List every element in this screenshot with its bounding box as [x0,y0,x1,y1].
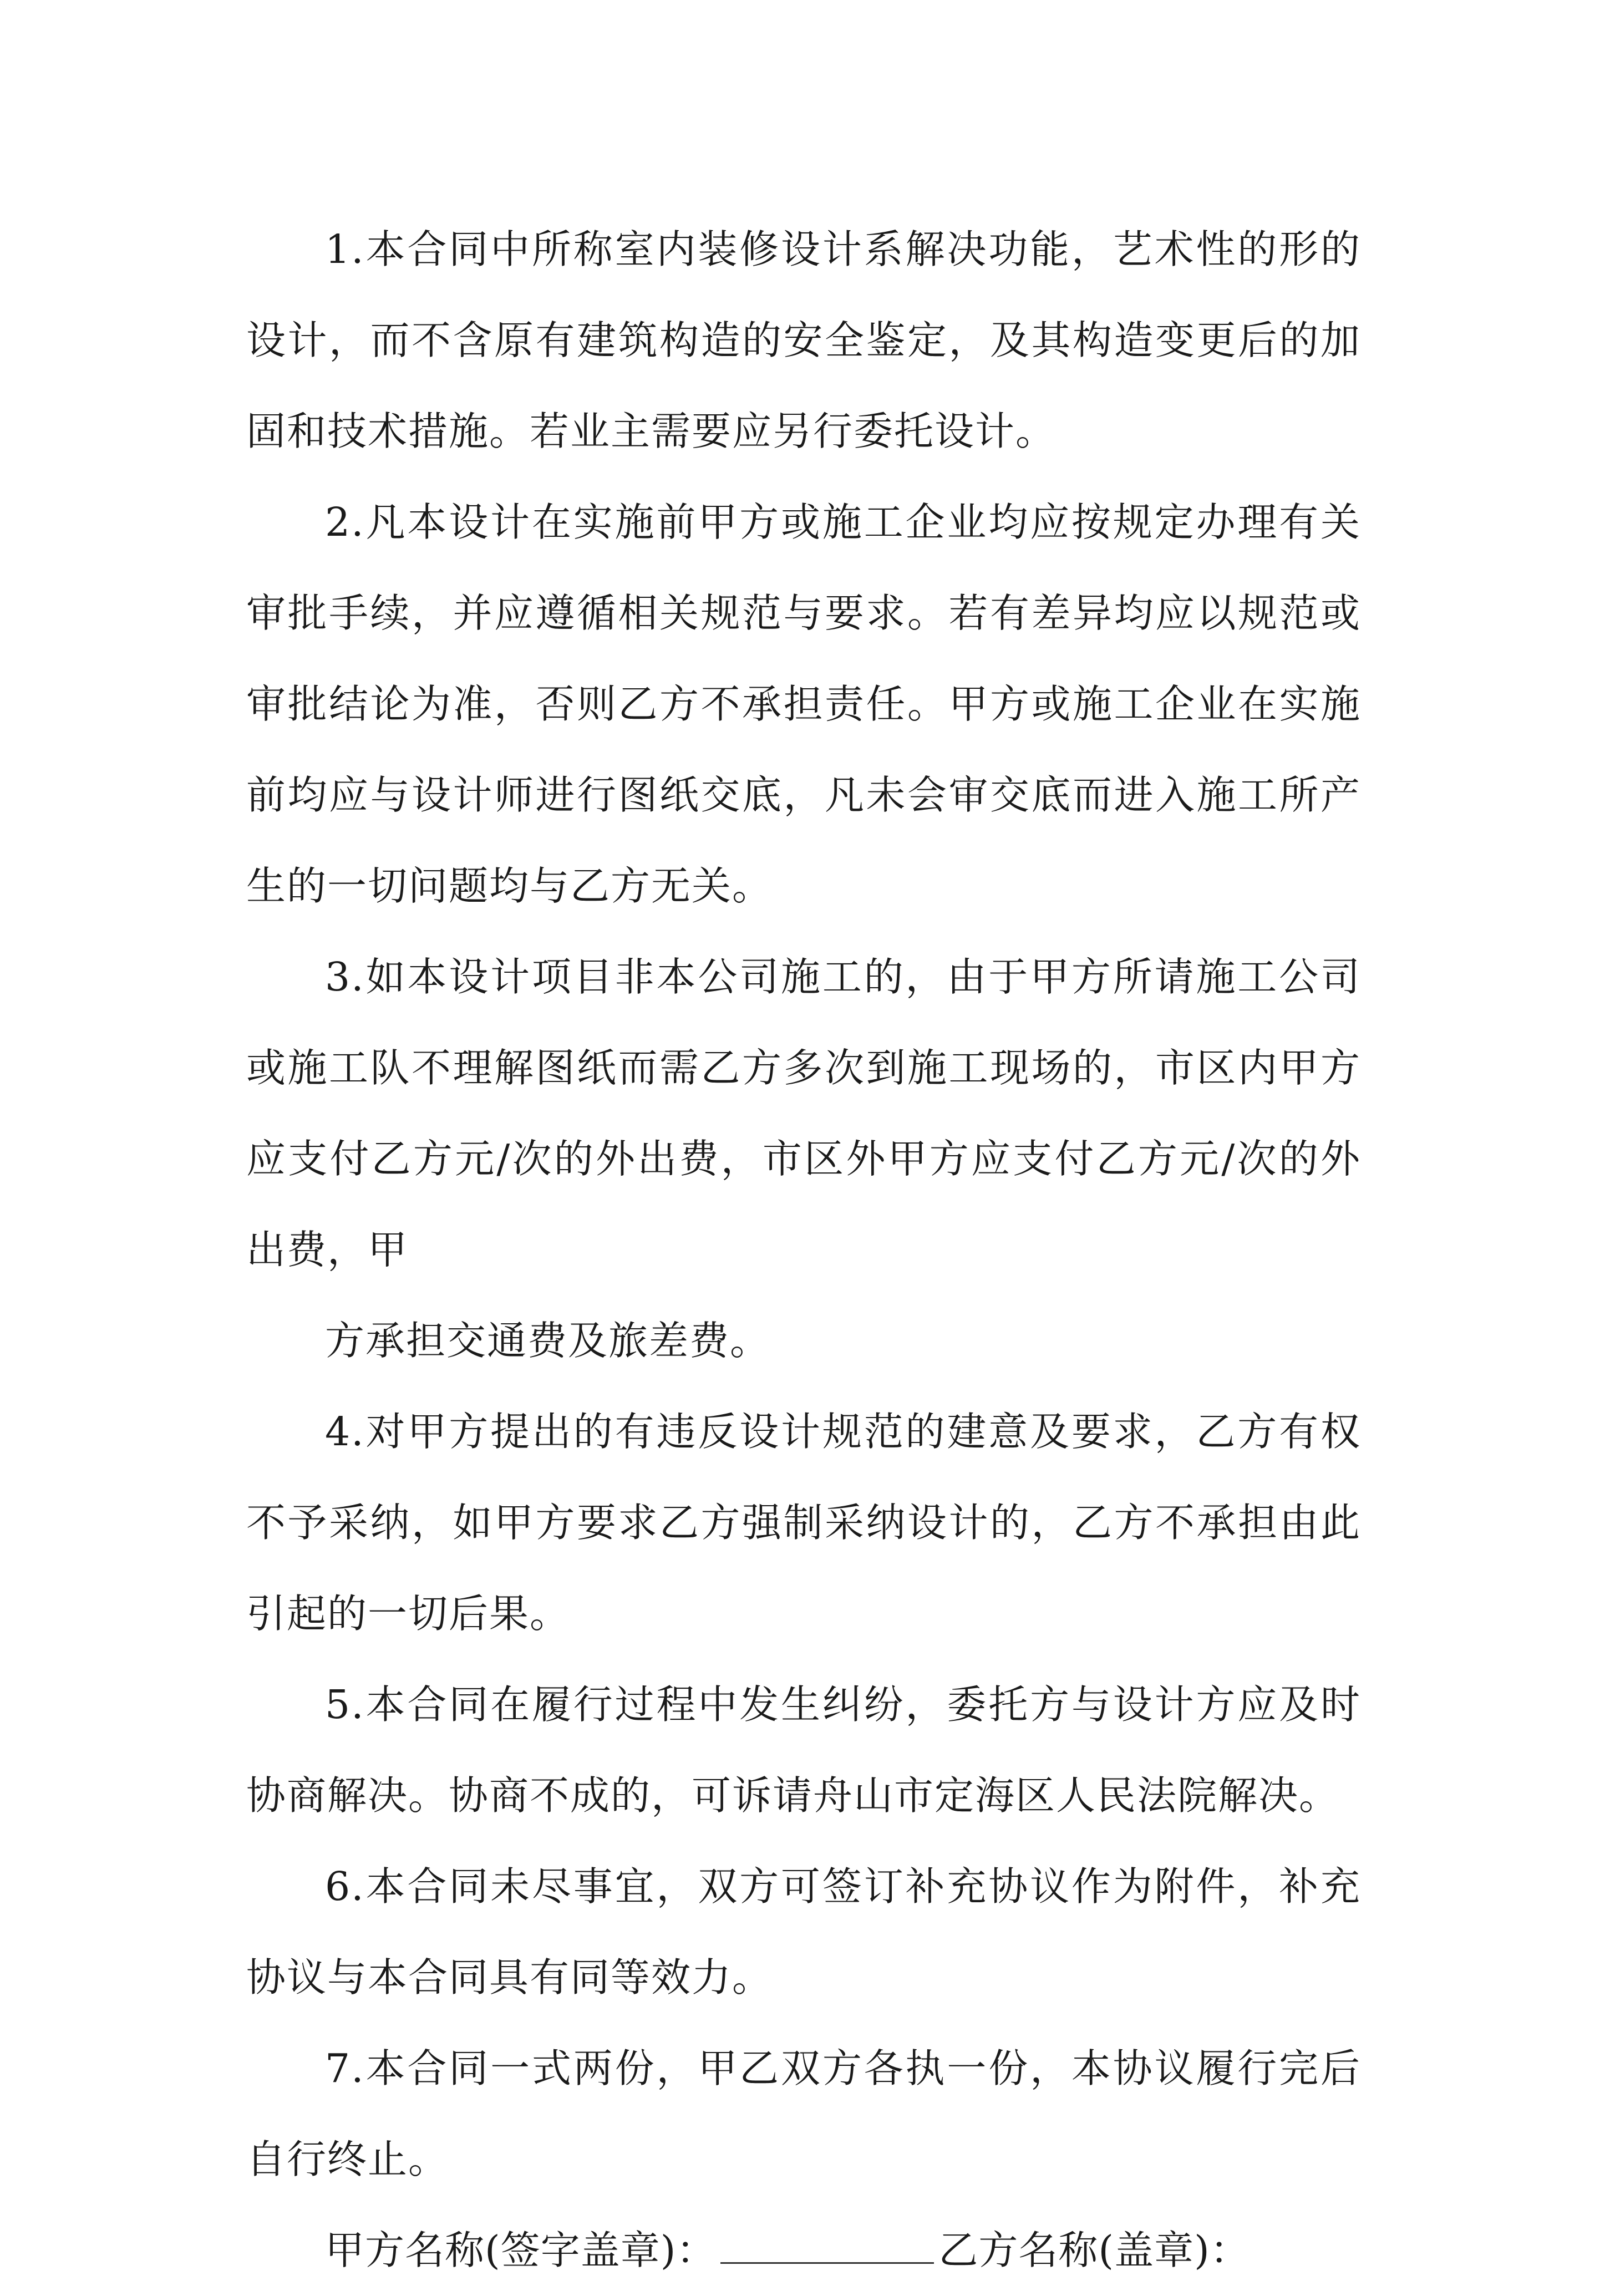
contract-body [246,204,1361,2296]
party-b-signature-label: 乙方名称(盖章)： [938,2227,1250,2273]
clause-7: 7.本合同一式两份，甲乙双方各执一份，本协议履行完后自行终止。 [246,2045,1361,2182]
signature-line [246,2205,1361,2296]
clause-4: 4.对甲方提出的有违反设计规范的建意及要求，乙方有权不予采纳，如甲方要求乙方强制采纳设计的，乙方不承担由此引起的一切后果。 [246,1409,1361,1637]
clause-5: 5.本合同在履行过程中发生纠纷，委托方与设计方应及时协商解决。协商不成的，可诉请舟山市定海区人民法院解决。 [246,1682,1361,1818]
clause-3-continuation: 方承担交通费及旅差费。 [325,1318,771,1364]
clause-3: 3.如本设计项目非本公司施工的，由于甲方所请施工公司或施工队不理解图纸而需乙方多次到施工现场的，市区内甲方应支付乙方元/次的外出费，市区外甲方应支付乙方元/次的外出费，甲 [246,954,1361,1273]
party-a-signature-label: 甲方名称(签字盖章)： [325,2227,717,2273]
clause-1: 1.本合同中所称室内装修设计系解决功能，艺术性的形的设计，而不含原有建筑构造的安全鉴定，及其构造变更后的加固和技术措施。若业主需要应另行委托设计。 [246,226,1361,454]
clause-2: 2.凡本设计在实施前甲方或施工企业均应按规定办理有关审批手续，并应遵循相关规范与要求。若有差异均应以规范或审批结论为准，否则乙方不承担责任。甲方或施工企业在实施前均应与设计师进行图纸交底，凡未会审交底而进入施工所产生的一切问题均与乙方无关。 [246,499,1361,909]
clause-6: 6.本合同未尽事宜，双方可签订补充协议作为附件，补充协议与本合同具有同等效力。 [246,1863,1361,2000]
signature-blank[interactable] [720,2262,934,2264]
